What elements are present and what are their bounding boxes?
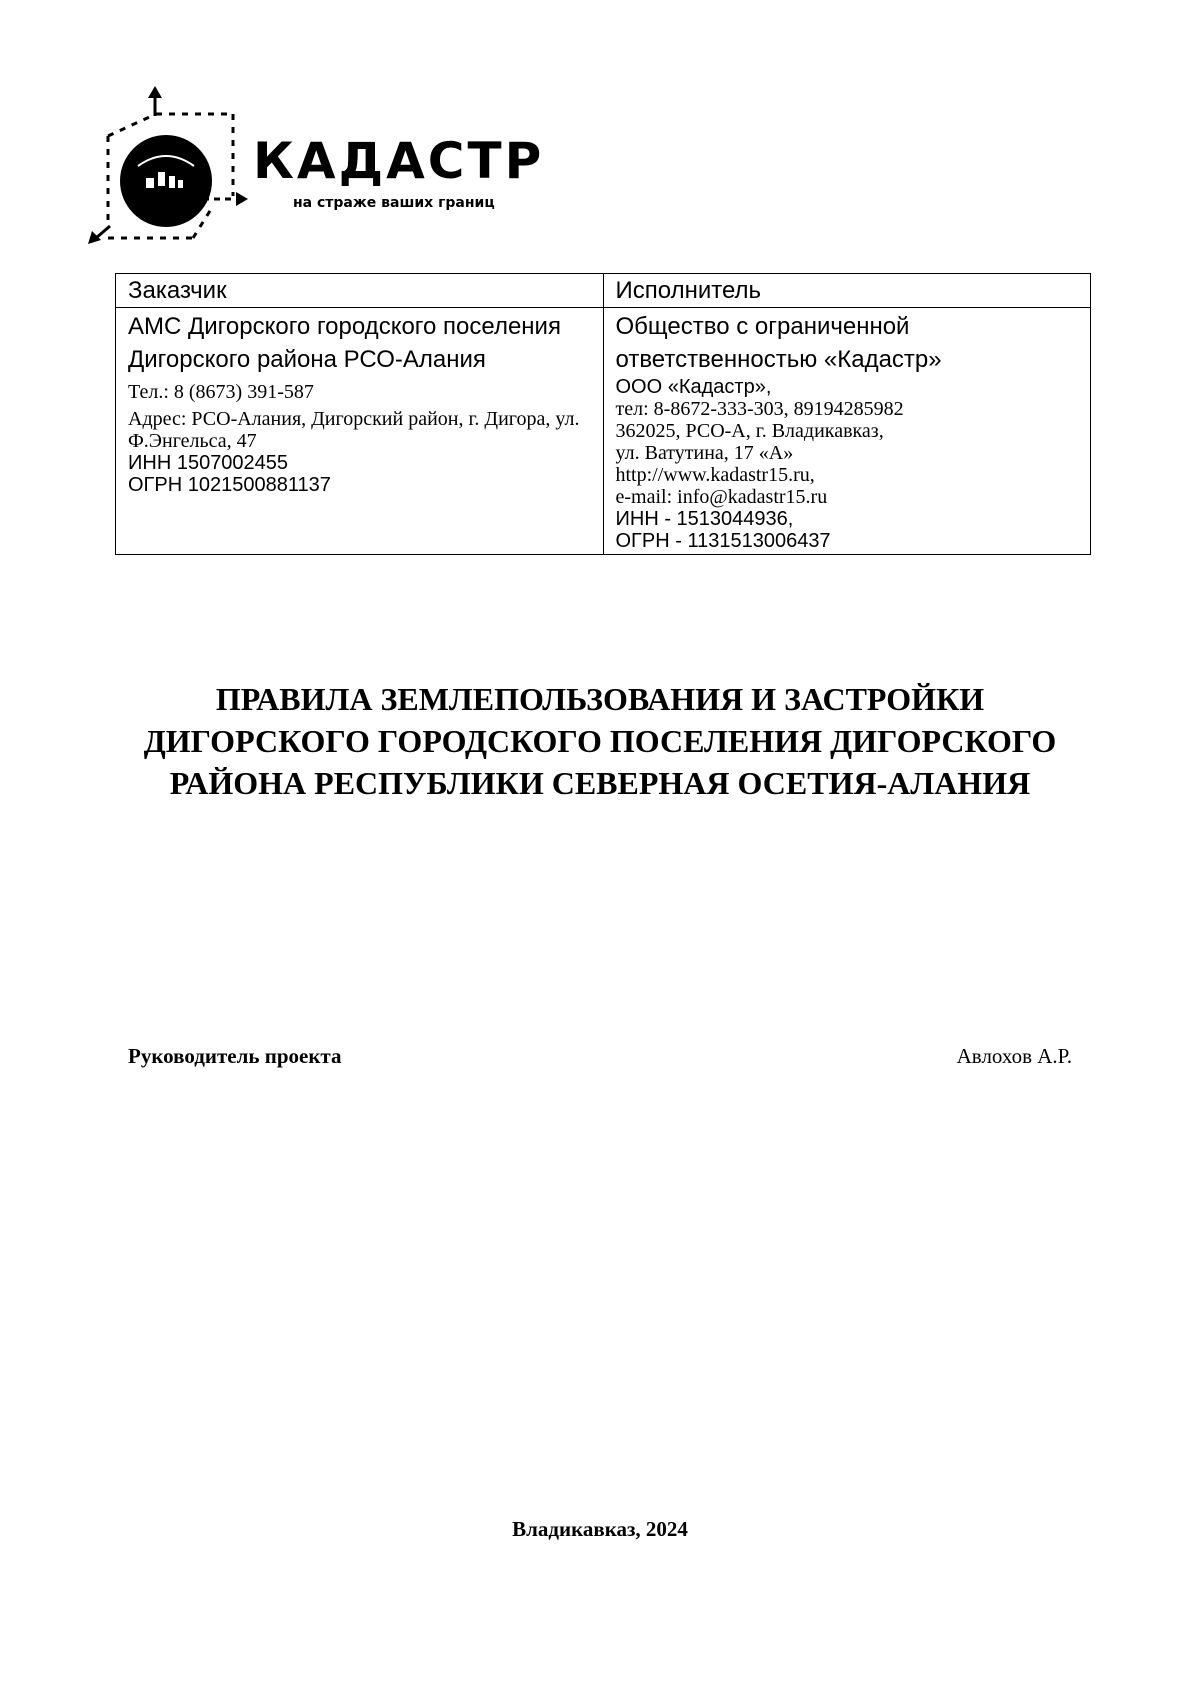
customer-address: Адрес: РСО-Алания, Дигорский район, г. Дигора, ул. Ф.Энгельса, 47: [128, 408, 580, 452]
customer-inn: ИНН 1507002455: [128, 452, 289, 474]
customer-phone: Тел.: 8 (8673) 391-587: [128, 381, 314, 403]
city-year-footer: Владикавказ, 2024: [512, 1517, 688, 1541]
customer-name: АМС Дигорского городского поселения Дигорского района РСО-Алания: [128, 313, 561, 373]
parties-table: [115, 273, 1091, 555]
customer-cell: [116, 308, 604, 555]
table-row: [116, 308, 1091, 555]
contractor-address-line1: 362025, РСО-А, г. Владикавказ,: [615, 420, 884, 442]
title-line: ДИГОРСКОГО ГОРОДСКОГО ПОСЕЛЕНИЯ ДИГОРСКОГО: [143, 723, 1057, 759]
contractor-ogrn: ОГРН - 1131513006437: [615, 530, 831, 552]
customer-header: Заказчик: [116, 274, 604, 308]
title-line: ПРАВИЛА ЗЕМЛЕПОЛЬЗОВАНИЯ И ЗАСТРОЙКИ: [215, 681, 985, 717]
document-title: [100, 678, 1100, 804]
contractor-cell: [603, 308, 1091, 555]
contractor-website: http://www.kadastr15.ru,: [615, 464, 815, 486]
surveyor-globe-icon: [88, 86, 258, 246]
company-logo: [88, 86, 588, 246]
contractor-address-line2: ул. Ватутина, 17 «А»: [615, 442, 794, 464]
contractor-header: Исполнитель: [603, 274, 1091, 308]
table-header-row: [116, 274, 1091, 308]
title-line: РАЙОНА РЕСПУБЛИКИ СЕВЕРНАЯ ОСЕТИЯ-АЛАНИЯ: [169, 765, 1031, 801]
logo-brand-text: КАДАСТР: [253, 132, 545, 190]
contractor-email: e-mail: info@kadastr15.ru: [615, 486, 828, 508]
contractor-short-name: ООО «Кадастр»,: [615, 376, 772, 398]
project-manager-name: Авлохов А.Р.: [956, 1044, 1072, 1068]
contractor-inn: ИНН - 1513044936,: [615, 508, 794, 530]
contractor-name: Общество с ограниченной ответственностью «Кадастр»: [615, 313, 942, 373]
logo-tagline: на страже ваших границ: [293, 195, 495, 211]
customer-ogrn: ОГРН 1021500881137: [128, 474, 331, 496]
project-manager-label: Руководитель проекта: [128, 1044, 342, 1068]
contractor-phone: тел: 8-8672-333-303, 89194285982: [615, 398, 904, 420]
